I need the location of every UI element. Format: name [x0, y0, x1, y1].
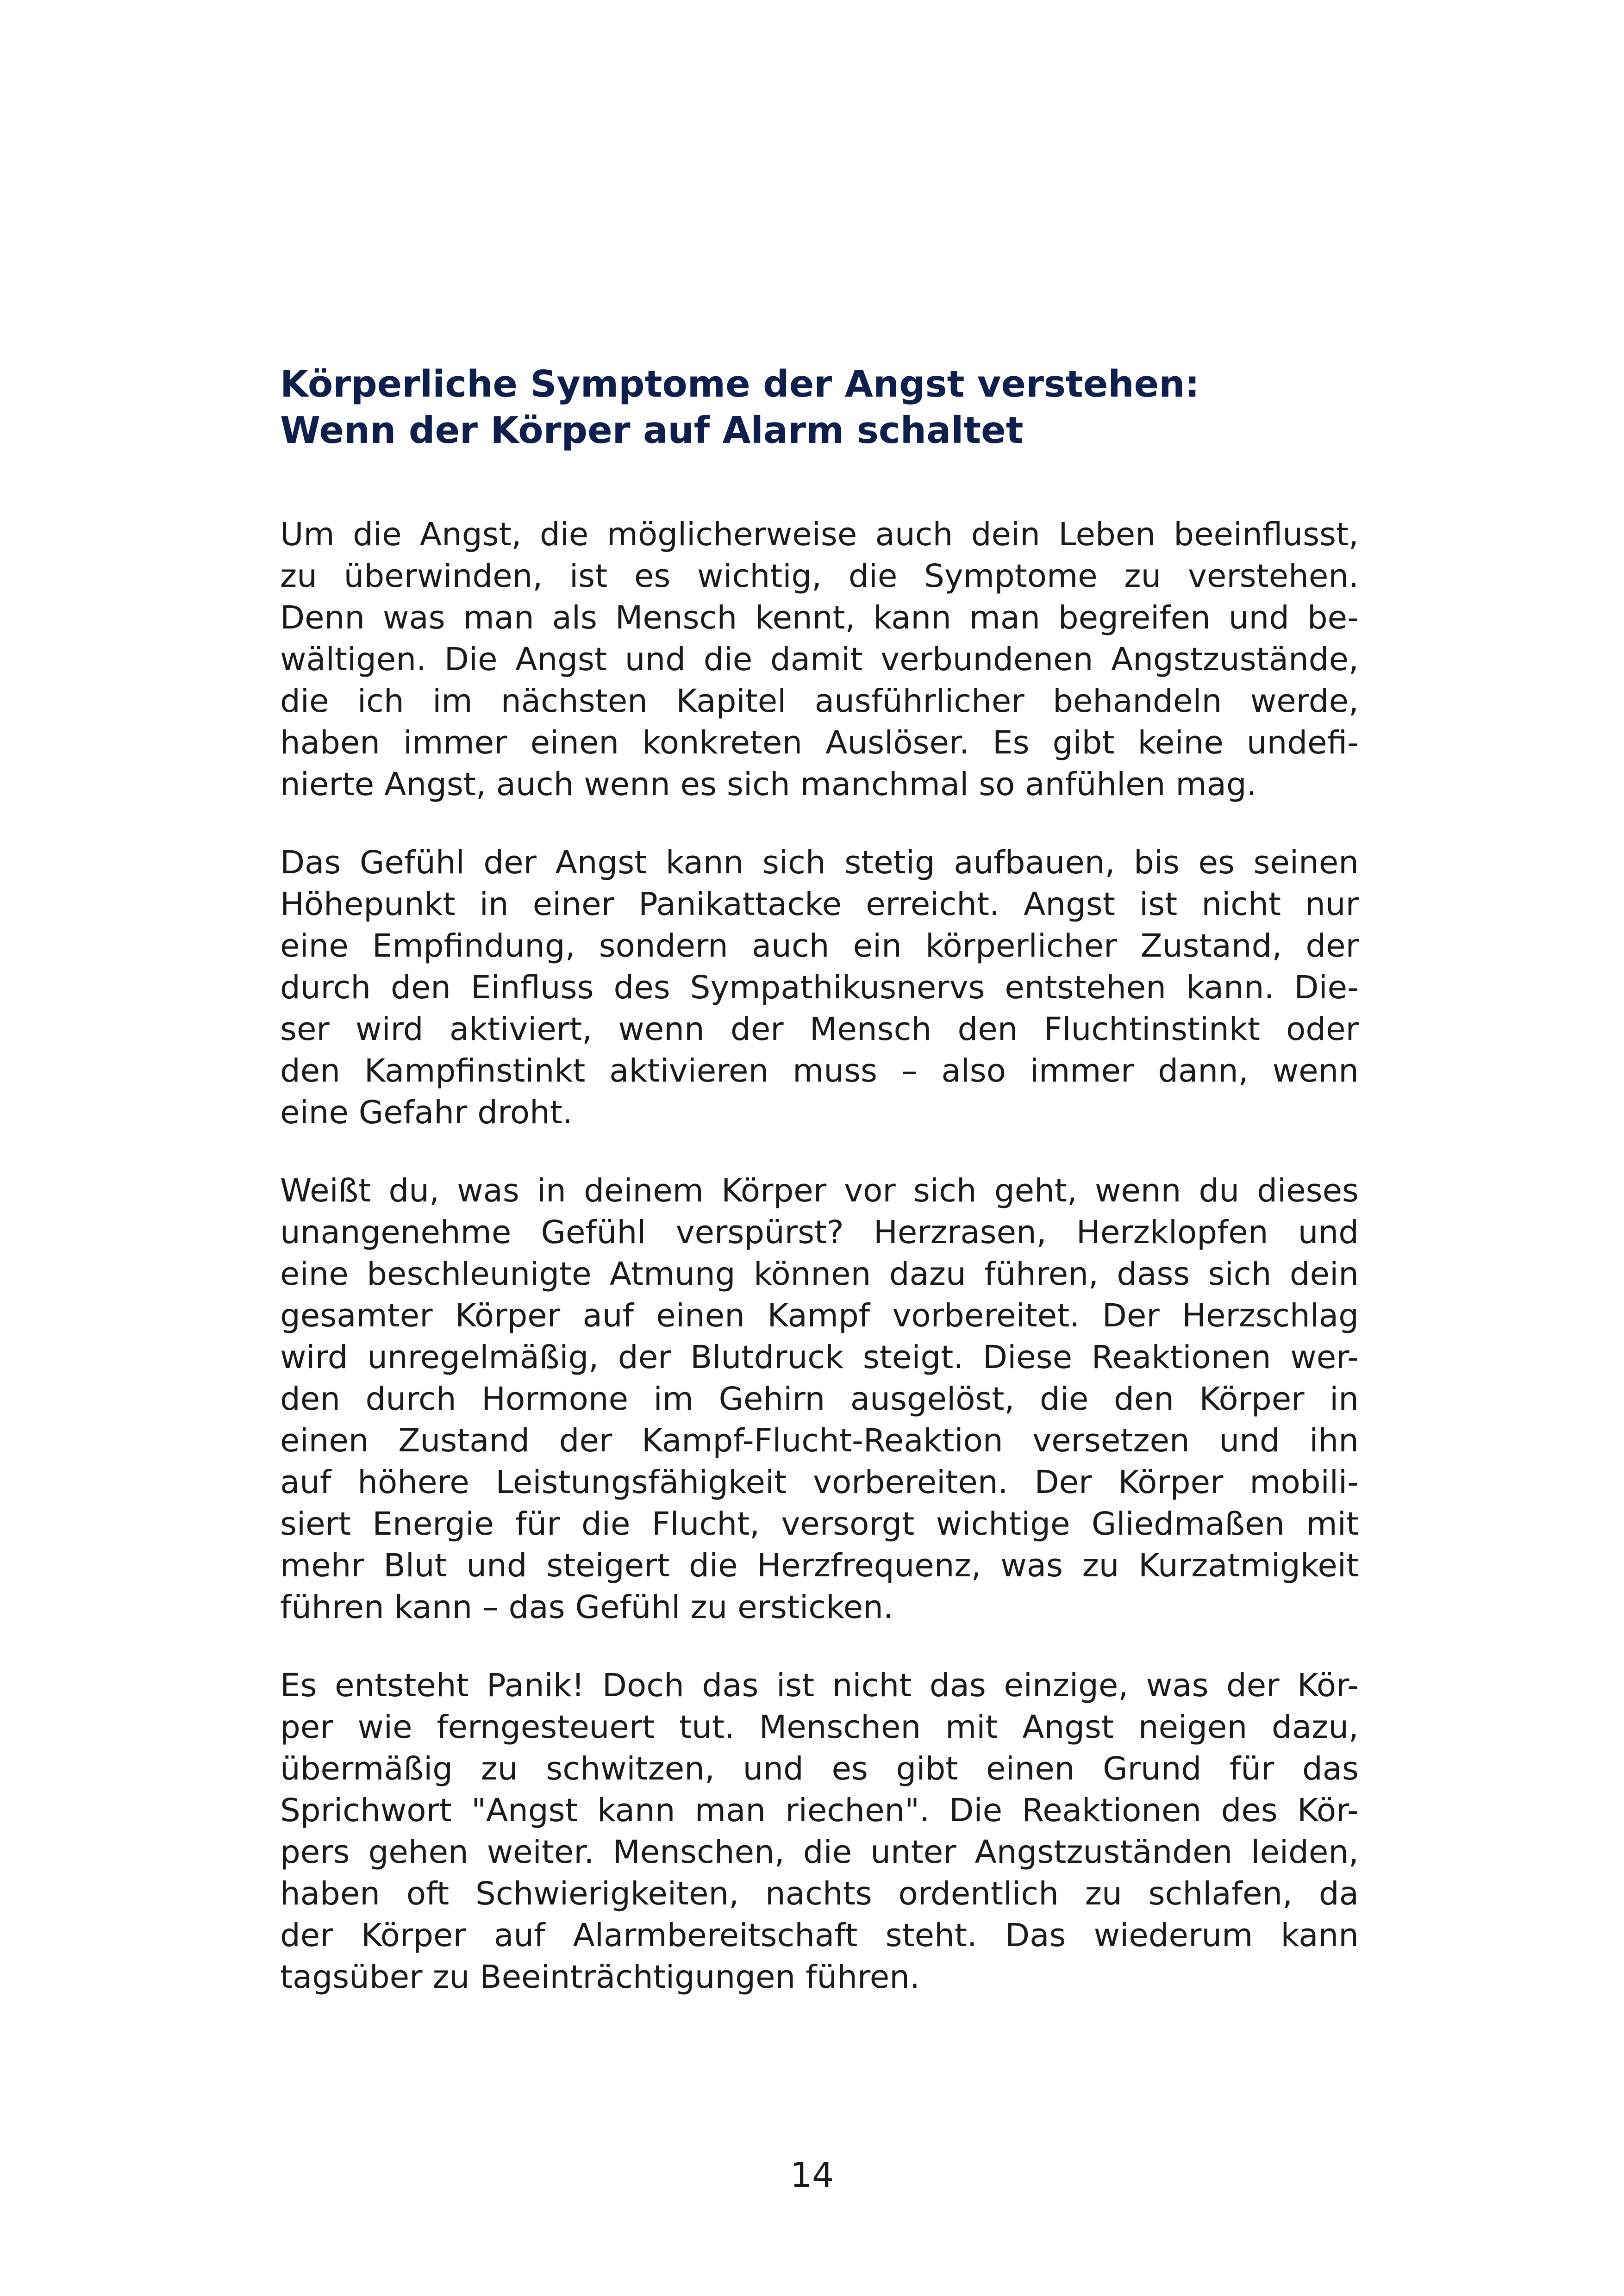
text-line: der Körper auf Alarmbereitschaft steht. Das wiederum kann	[280, 1917, 1359, 1954]
text-line: eine Empfindung, sondern auch ein körperlicher Zustand, der	[280, 927, 1359, 964]
paragraph	[280, 1665, 1359, 1998]
paragraph	[280, 1170, 1359, 1628]
text-line: Denn was man als Mensch kennt, kann man begreifen und be-	[280, 599, 1359, 636]
text-line: pers gehen weiter. Menschen, die unter Angstzuständen leiden,	[280, 1834, 1359, 1871]
text-line: einen Zustand der Kampf-Flucht-Reaktion versetzen und ihn	[280, 1422, 1359, 1459]
paragraph	[280, 514, 1359, 805]
text-line: Um die Angst, die möglicherweise auch dein Leben beeinflusst,	[280, 516, 1359, 553]
text-line: eine beschleunigte Atmung können dazu führen, dass sich dein	[280, 1256, 1359, 1293]
text-line: den durch Hormone im Gehirn ausgelöst, die den Körper in	[280, 1381, 1359, 1418]
text-line: Es entsteht Panik! Doch das ist nicht das einzige, was der Kör-	[280, 1667, 1359, 1704]
text-line: mehr Blut und steigert die Herzfrequenz, was zu Kurzatmigkeit	[280, 1547, 1359, 1584]
text-line: Weißt du, was in deinem Körper vor sich geht, wenn du dieses	[280, 1172, 1359, 1209]
text-line: ser wird aktiviert, wenn der Mensch den Fluchtinstinkt oder	[280, 1011, 1359, 1048]
text-line: Sprichwort "Angst kann man riechen". Die Reaktionen des Kör-	[280, 1792, 1359, 1829]
text-line: haben immer einen konkreten Auslöser. Es gibt keine undefi-	[280, 724, 1359, 761]
text-line: wird unregelmäßig, der Blutdruck steigt. Diese Reaktionen wer-	[280, 1339, 1359, 1376]
text-line: eine Gefahr droht.	[280, 1094, 573, 1131]
text-line: haben oft Schwierigkeiten, nachts ordentlich zu schlafen, da	[280, 1875, 1359, 1912]
text-line: die ich im nächsten Kapitel ausführlicher behandeln werde,	[280, 683, 1359, 720]
heading-line-2: Wenn der Körper auf Alarm schaltet	[280, 409, 1024, 452]
text-line: durch den Einfluss des Sympathikusnervs entstehen kann. Die-	[280, 969, 1359, 1006]
text-line: gesamter Körper auf einen Kampf vorbereitet. Der Herzschlag	[280, 1297, 1359, 1334]
text-line: führen kann – das Gefühl zu ersticken.	[280, 1589, 893, 1626]
text-line: auf höhere Leistungsfähigkeit vorbereiten. Der Körper mobili-	[280, 1464, 1359, 1501]
text-line: wältigen. Die Angst und die damit verbundenen Angstzustände,	[280, 641, 1359, 678]
text-line: zu überwinden, ist es wichtig, die Symptome zu verstehen.	[280, 558, 1359, 595]
text-line: den Kampfinstinkt aktivieren muss – also immer dann, wenn	[280, 1052, 1359, 1089]
body-text	[280, 514, 1359, 1998]
paragraph	[280, 842, 1359, 1133]
text-line: Das Gefühl der Angst kann sich stetig aufbauen, bis es seinen	[280, 844, 1359, 881]
text-line: übermäßig zu schwitzen, und es gibt einen Grund für das	[280, 1750, 1359, 1787]
heading-line-1: Körperliche Symptome der Angst verstehen:	[280, 363, 1200, 405]
text-line: siert Energie für die Flucht, versorgt wichtige Gliedmaßen mit	[280, 1506, 1359, 1543]
text-line: Höhepunkt in einer Panikattacke erreicht. Angst ist nicht nur	[280, 886, 1359, 923]
text-line: per wie ferngesteuert tut. Menschen mit Angst neigen dazu,	[280, 1709, 1359, 1746]
text-line: tagsüber zu Beeinträchtigungen führen.	[280, 1959, 920, 1996]
chapter-heading	[280, 361, 1359, 454]
text-line: unangenehme Gefühl verspürst? Herzrasen, Herzklopfen und	[280, 1214, 1359, 1251]
page-content	[280, 361, 1359, 2035]
text-line: nierte Angst, auch wenn es sich manchmal so anfühlen mag.	[280, 766, 1257, 803]
page-number: 14	[790, 2155, 834, 2195]
